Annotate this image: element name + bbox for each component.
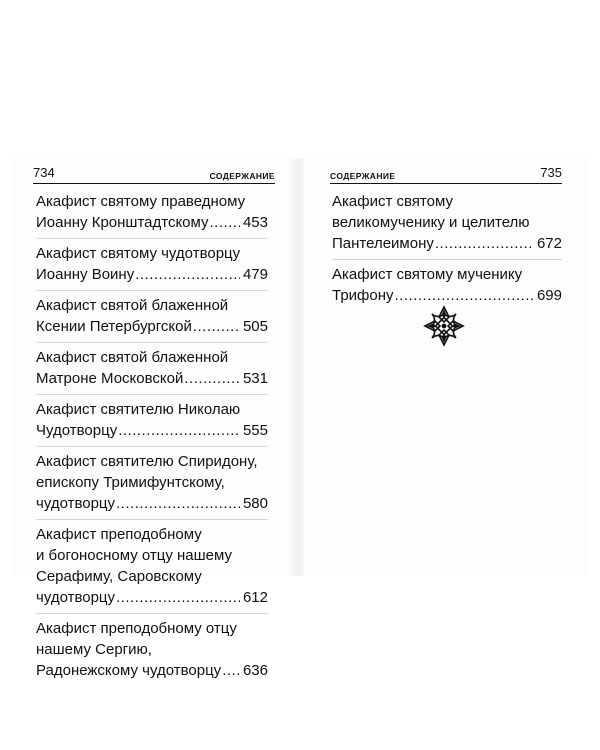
toc-entry-title-line: Серафиму, Саровскому <box>36 568 202 585</box>
left-toc-entry <box>36 447 268 520</box>
toc-entry-title-line: нашему Сергию, <box>36 641 152 658</box>
left-toc-entry <box>36 239 268 291</box>
toc-entry-title-line: чудотворцу <box>36 495 116 512</box>
right-running-head: СОДЕРЖАНИЕ <box>330 171 396 181</box>
toc-entry-title-line: Акафист преподобному <box>36 526 202 543</box>
right-toc-list <box>332 191 562 311</box>
toc-entry-title-line: и богоносному отцу нашему <box>36 547 232 564</box>
left-toc-entry <box>36 191 268 239</box>
toc-entry-title-line: Пантелеимону <box>332 235 434 252</box>
left-toc-entry <box>36 395 268 447</box>
left-page-number: 734 <box>33 165 55 180</box>
right-page <box>304 158 588 576</box>
dot-leader <box>118 420 240 441</box>
right-page-number: 735 <box>540 165 562 180</box>
left-toc-entry <box>36 343 268 395</box>
toc-entry-title-line: Акафист святому <box>332 193 453 210</box>
toc-page-number: 636 <box>242 662 268 679</box>
left-page-header <box>33 165 275 181</box>
toc-entry-last-line <box>36 264 268 285</box>
toc-entry-last-line <box>36 420 268 441</box>
celtic-knot-ornament-icon <box>423 305 465 347</box>
left-page <box>12 158 296 679</box>
left-toc-entry <box>36 291 268 343</box>
toc-entry-title-line: Иоанну Кронштадтскому <box>36 214 209 231</box>
dot-leader <box>222 660 240 681</box>
dot-leader <box>184 368 240 389</box>
toc-page-number: 672 <box>536 235 562 252</box>
toc-page-number: 555 <box>242 422 268 439</box>
toc-page-number: 699 <box>536 287 562 304</box>
left-running-head: СОДЕРЖАНИЕ <box>209 171 275 181</box>
dot-leader <box>116 493 240 514</box>
toc-entry-last-line <box>36 660 268 681</box>
toc-entry-title-line: Акафист святителю Спиридону, <box>36 453 258 470</box>
toc-page-number: 479 <box>242 266 268 283</box>
left-toc-entry <box>36 614 268 686</box>
toc-entry-title-line: Иоанну Воину <box>36 266 135 283</box>
toc-entry-title-line: Акафист святителю Николаю <box>36 401 241 418</box>
right-toc-entry <box>332 191 562 260</box>
dot-leader <box>135 264 240 285</box>
toc-entry-title-line: епископу Тримифунтскому, <box>36 474 225 491</box>
toc-entry-title-line: Акафист святому мученику <box>332 266 523 283</box>
dot-leader <box>210 212 240 233</box>
toc-entry-last-line <box>36 493 268 514</box>
toc-entry-last-line <box>332 285 562 306</box>
toc-entry-title-line: Ксении Петербургской <box>36 318 192 335</box>
toc-entry-last-line <box>36 316 268 337</box>
toc-entry-title-line: Матроне Московской <box>36 370 184 387</box>
dot-leader <box>193 316 240 337</box>
toc-entry-last-line <box>36 587 268 608</box>
right-toc-entry <box>332 260 562 311</box>
toc-entry-title-line: Акафист святой блаженной <box>36 297 229 314</box>
toc-entry-last-line <box>36 212 268 233</box>
toc-entry-title-line: Трифону <box>332 287 394 304</box>
toc-entry-title-line: Акафист преподобному отцу <box>36 620 237 637</box>
right-header-rule <box>330 183 562 184</box>
toc-page-number: 531 <box>242 370 268 387</box>
toc-entry-title-line: Радонежскому чудотворцу <box>36 662 222 679</box>
toc-entry-last-line <box>332 233 562 254</box>
toc-entry-title-line: Акафист святому праведному <box>36 193 246 210</box>
toc-page-number: 580 <box>242 495 268 512</box>
left-header-rule <box>33 183 275 184</box>
toc-entry-title-line: чудотворцу <box>36 589 116 606</box>
toc-entry-title-line: Акафист святому чудотворцу <box>36 245 241 262</box>
toc-entry-last-line <box>36 368 268 389</box>
dot-leader <box>395 285 534 306</box>
dot-leader <box>435 233 534 254</box>
toc-page-number: 612 <box>242 589 268 606</box>
left-toc-entry <box>36 520 268 614</box>
toc-entry-title-line: великомученику и целителю <box>332 214 530 231</box>
toc-page-number: 505 <box>242 318 268 335</box>
toc-entry-title-line: Акафист святой блаженной <box>36 349 229 366</box>
toc-page-number: 453 <box>242 214 268 231</box>
toc-entry-title-line: Чудотворцу <box>36 422 118 439</box>
dot-leader <box>116 587 240 608</box>
left-toc-list <box>36 191 268 686</box>
right-page-header <box>330 165 562 181</box>
